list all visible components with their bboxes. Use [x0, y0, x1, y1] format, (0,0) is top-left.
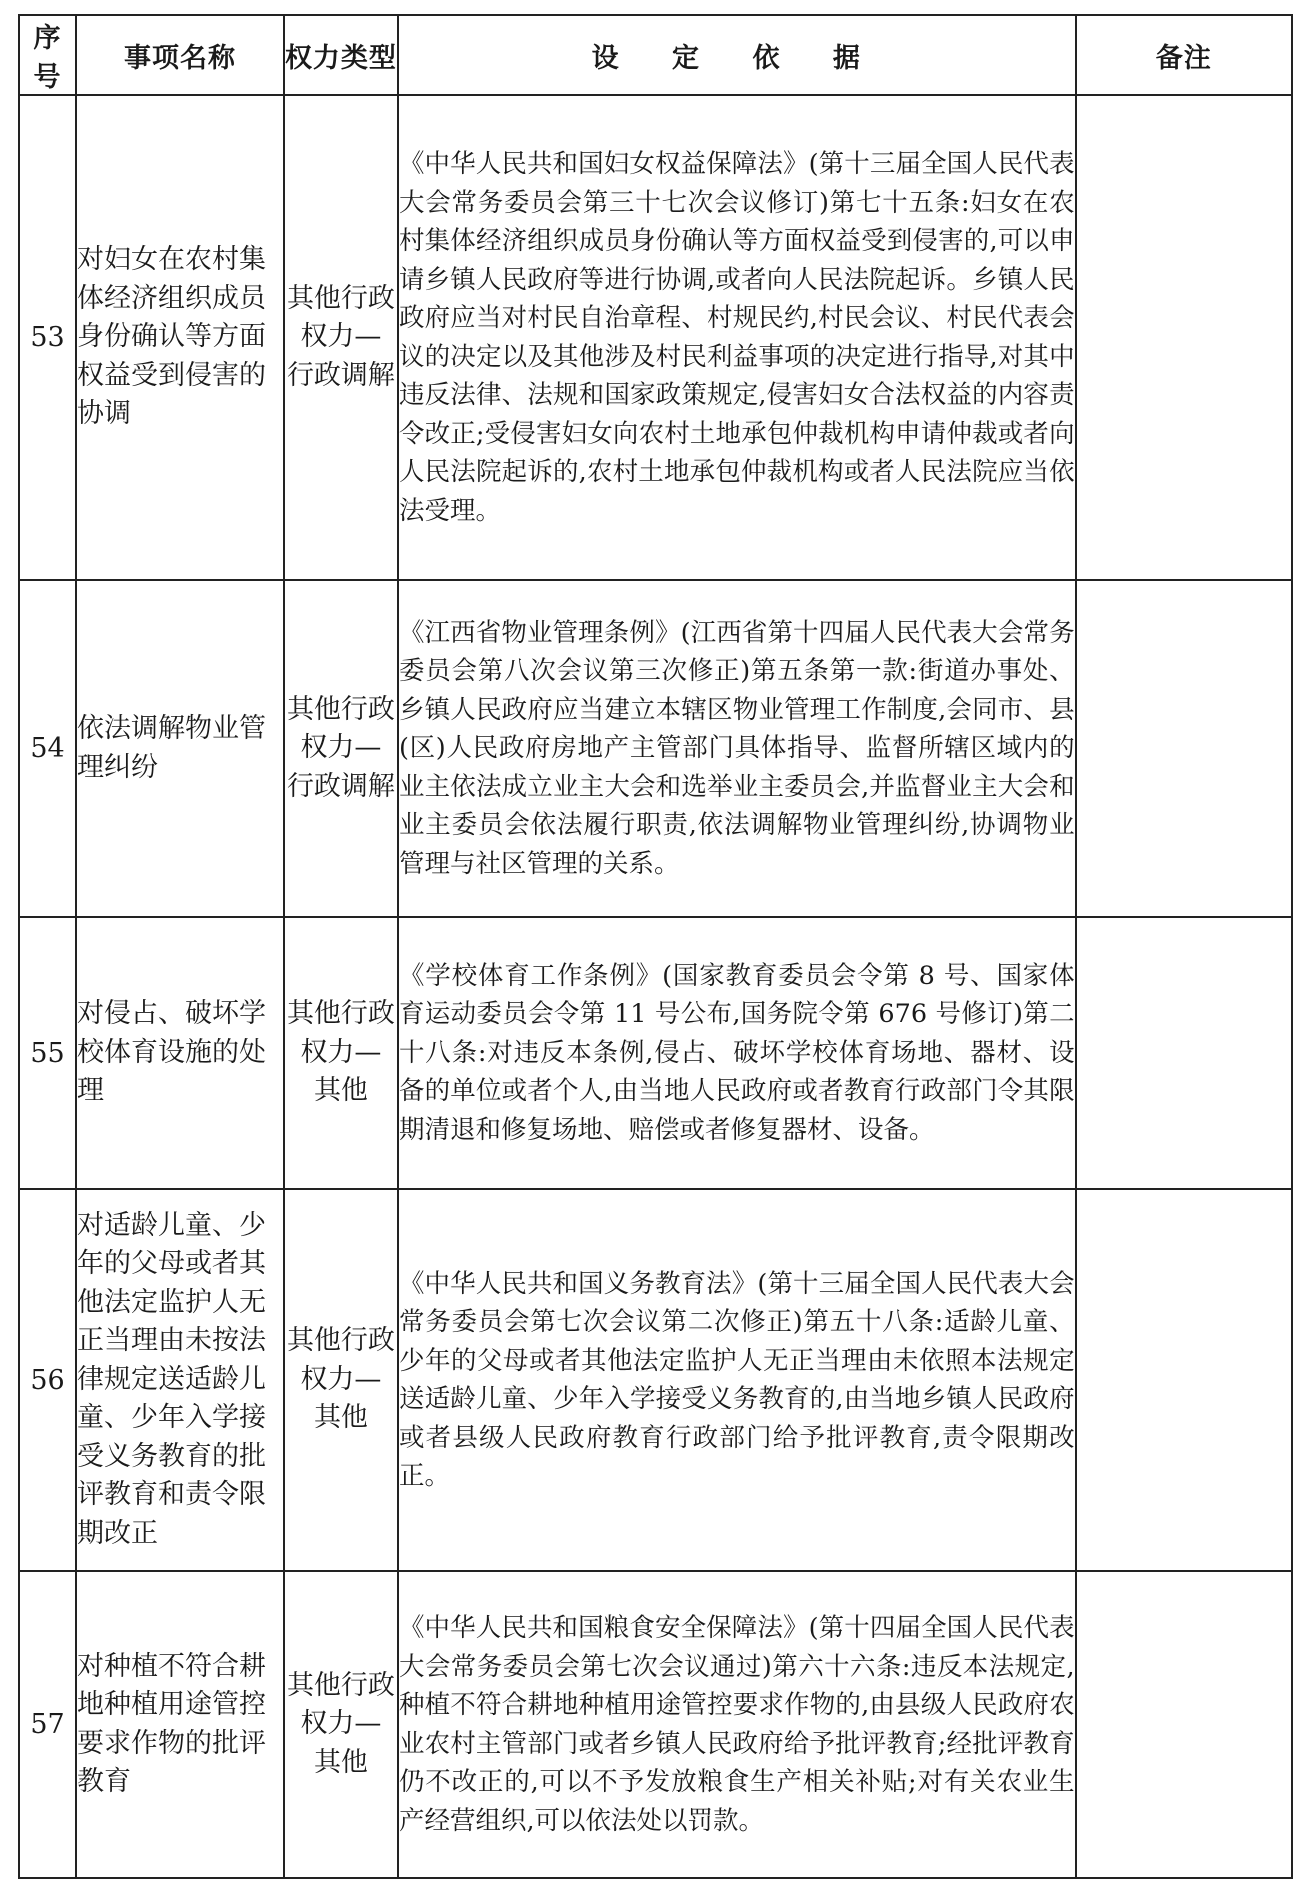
row-power-type [284, 1571, 398, 1878]
row-seq: 55 [19, 917, 76, 1189]
table-row [19, 580, 1292, 917]
row-basis: 《中华人民共和国粮食安全保障法》(第十四届全国人民代表大会常务委员会第七次会议通过)第六十六条:违反本法规定,种植不符合耕地种植用途管控要求作物的,由县级人民政府农业农村主管部门或者乡镇人民政府给予批评教育;经批评教育仍不改正的,可以不予发放粮食生产相关补贴;对有关农业生产经营组织,可以依法处以罚款。 [398, 1571, 1076, 1878]
row-remark [1076, 1571, 1292, 1878]
power-type-line: 其他行政 [286, 1325, 395, 1357]
power-type-line: 权力— [300, 321, 382, 353]
row-basis: 《中华人民共和国义务教育法》(第十三届全国人民代表大会常务委员会第七次会议第二次修正)第五十八条:适龄儿童、少年的父母或者其他法定监护人无正当理由未依照本法规定送适龄儿童、少年入学接受义务教育的,由当地乡镇人民政府或者县级人民政府教育行政部门给予批评教育,责令限期改正。 [398, 1189, 1076, 1571]
row-remark [1076, 917, 1292, 1189]
power-type-line: 权力— [300, 1036, 382, 1068]
row-basis: 《中华人民共和国妇女权益保障法》(第十三届全国人民代表大会常务委员会第三十七次会议修订)第七十五条:妇女在农村集体经济组织成员身份确认等方面权益受到侵害的,可以申请乡镇人民政府等进行协调,或者向人民法院起诉。乡镇人民政府应当对村民自治章程、村规民约,村民会议、村民代表会议的决定以及其他涉及村民利益事项的决定进行指导,对其中违反法律、法规和国家政策规定,侵害妇女合法权益的内容责令改正;受侵害妇女向农村土地承包仲裁机构申请仲裁或者向人民法院起诉的,农村土地承包仲裁机构或者人民法院应当依法受理。 [398, 95, 1076, 580]
header-basis: 设 定 依 据 [398, 15, 1076, 95]
row-power-type [284, 917, 398, 1189]
power-type-line: 其他 [313, 1075, 368, 1107]
row-item-name: 对适龄儿童、少年的父母或者其他法定监护人无正当理由未按法律规定送适龄儿童、少年入学接受义务教育的批评教育和责令限期改正 [76, 1189, 284, 1571]
row-item-name: 对种植不符合耕地种植用途管控要求作物的批评教育 [76, 1571, 284, 1878]
row-basis: 《学校体育工作条例》(国家教育委员会令第 8 号、国家体育运动委员会令第 11 号公布,国务院令第 676 号修订)第二十八条:对违反本条例,侵占、破坏学校体育场地、器材、设备的单位或者个人,由当地人民政府或者教育行政部门令其限期清退和修复场地、赔偿或者修复器材、设备。 [398, 917, 1076, 1189]
header-remark: 备注 [1076, 15, 1292, 95]
power-type-line: 其他行政 [286, 282, 395, 314]
power-type-line: 权力— [300, 1708, 382, 1740]
table-row [19, 1571, 1292, 1878]
power-type-line: 行政调解 [286, 770, 395, 802]
row-item-name: 依法调解物业管理纠纷 [76, 580, 284, 917]
row-power-type [284, 580, 398, 917]
power-type-line: 其他 [313, 1746, 368, 1778]
power-type-line: 其他 [313, 1402, 368, 1434]
table-row [19, 1189, 1292, 1571]
row-seq: 57 [19, 1571, 76, 1878]
row-remark [1076, 95, 1292, 580]
row-item-name: 对妇女在农村集体经济组织成员身份确认等方面权益受到侵害的协调 [76, 95, 284, 580]
row-seq: 56 [19, 1189, 76, 1571]
row-item-name: 对侵占、破坏学校体育设施的处理 [76, 917, 284, 1189]
header-power-type: 权力类型 [284, 15, 398, 95]
header-name: 事项名称 [76, 15, 284, 95]
power-type-line: 其他行政 [286, 1669, 395, 1701]
header-row [19, 15, 1292, 95]
row-power-type [284, 95, 398, 580]
row-remark [1076, 1189, 1292, 1571]
power-type-line: 行政调解 [286, 359, 395, 391]
power-type-line: 其他行政 [286, 998, 395, 1030]
row-power-type [284, 1189, 398, 1571]
power-type-line: 权力— [300, 732, 382, 764]
power-type-line: 其他行政 [286, 693, 395, 725]
row-basis: 《江西省物业管理条例》(江西省第十四届人民代表大会常务委员会第八次会议第三次修正)第五条第一款:街道办事处、乡镇人民政府应当建立本辖区物业管理工作制度,会同市、县(区)人民政府房地产主管部门具体指导、监督所辖区域内的业主依法成立业主大会和选举业主委员会,并监督业主大会和业主委员会依法履行职责,依法调解物业管理纠纷,协调物业管理与社区管理的关系。 [398, 580, 1076, 917]
power-list-table [18, 14, 1293, 1879]
table-row [19, 917, 1292, 1189]
row-seq: 54 [19, 580, 76, 917]
row-remark [1076, 580, 1292, 917]
row-seq: 53 [19, 95, 76, 580]
table-row [19, 95, 1292, 580]
header-seq: 序号 [19, 15, 76, 95]
power-type-line: 权力— [300, 1363, 382, 1395]
